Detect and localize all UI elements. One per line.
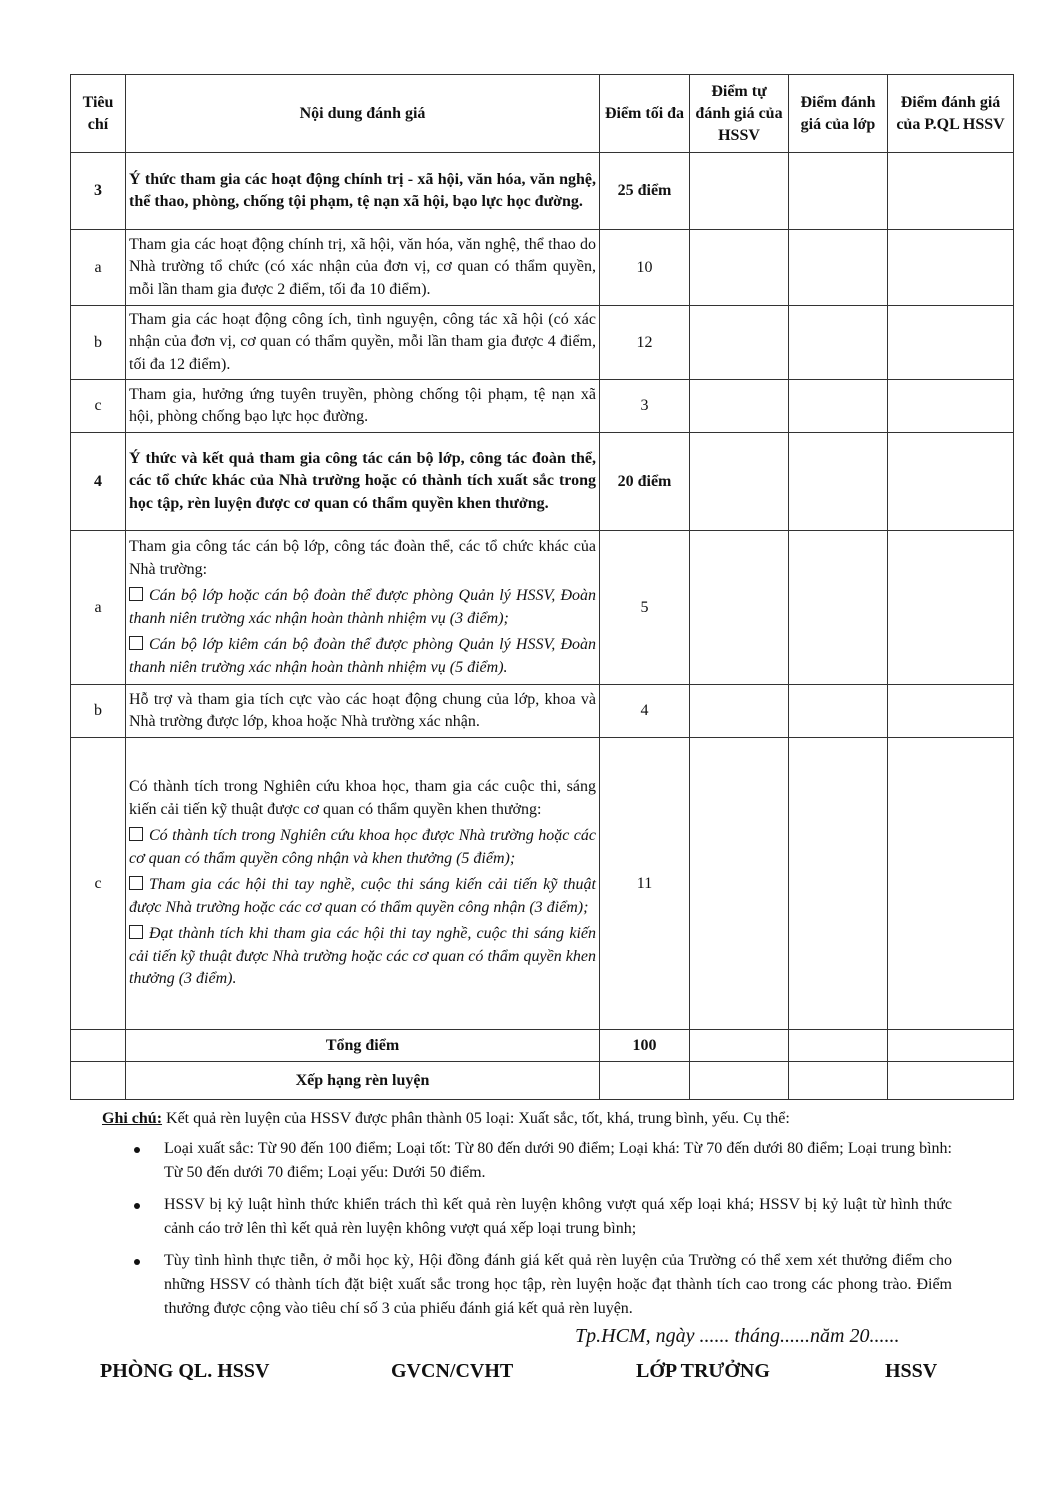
- table-header-row: [71, 75, 1014, 153]
- option-item: [129, 825, 596, 870]
- criterion-id: b: [71, 306, 126, 380]
- max-score: 25 điểm: [600, 153, 690, 230]
- self-score-cell[interactable]: [690, 433, 789, 531]
- evaluation-form: [70, 74, 1013, 1100]
- note-item: [164, 1249, 952, 1321]
- table-row: [71, 380, 1014, 433]
- signature-block: [0, 1360, 1050, 1390]
- option-text: Cán bộ lớp kiêm cán bộ đoàn thể được phòng Quản lý HSSV, Đoàn thanh niên trường xác nhận hoàn thành nhiệm vụ (5 điểm).: [129, 636, 596, 676]
- option-text: Tham gia các hội thi tay nghề, cuộc thi sáng kiến cải tiến kỹ thuật được Nhà trường hoặc các cơ quan có thẩm quyền công nhận (3 điểm);: [129, 876, 596, 916]
- criterion-text: Tham gia công tác cán bộ lớp, công tác đoàn thể, các tổ chức khác của Nhà trường:: [129, 538, 596, 578]
- table-row: [71, 433, 1014, 531]
- ranking-row: [71, 1062, 1014, 1100]
- signature-student: HSSV: [885, 1360, 938, 1382]
- class-score-cell[interactable]: [789, 306, 888, 380]
- note-item: [164, 1193, 952, 1241]
- self-ranking-cell[interactable]: [690, 1062, 789, 1100]
- class-score-cell[interactable]: [789, 380, 888, 433]
- class-score-cell[interactable]: [789, 433, 888, 531]
- blank-cell: [600, 1062, 690, 1100]
- header-content: Nội dung đánh giá: [126, 75, 600, 153]
- bullet-icon: [134, 1147, 140, 1153]
- office-score-cell[interactable]: [888, 738, 1014, 1030]
- ranking-label: Xếp hạng rèn luyện: [126, 1062, 600, 1100]
- max-score: 10: [600, 230, 690, 306]
- date-line: Tp.HCM, ngày ...... tháng......năm 20......: [575, 1325, 900, 1347]
- notes-list: [102, 1137, 952, 1321]
- option-text: Đạt thành tích khi tham gia các hội thi tay nghề, cuộc thi sáng kiến cải tiến kỹ thuật được Nhà trường hoặc các cơ quan có thẩm quyền khen thưởng (3 điểm).: [129, 925, 596, 988]
- office-score-cell[interactable]: [888, 380, 1014, 433]
- criterion-id: 3: [71, 153, 126, 230]
- checkbox-icon: [129, 587, 143, 601]
- table-row: [71, 685, 1014, 738]
- criterion-text: Hỗ trợ và tham gia tích cực vào các hoạt động chung của lớp, khoa và Nhà trường được lớp, khoa hoặc Nhà trường xác nhận.: [126, 685, 600, 738]
- max-score: 4: [600, 685, 690, 738]
- criterion-id: c: [71, 738, 126, 1030]
- option-text: Cán bộ lớp hoặc cán bộ đoàn thể được phòng Quản lý HSSV, Đoàn thanh niên trường xác nhận hoàn thành nhiệm vụ (3 điểm);: [129, 587, 596, 627]
- self-score-cell[interactable]: [690, 153, 789, 230]
- max-score: 20 điểm: [600, 433, 690, 531]
- max-score: 5: [600, 531, 690, 685]
- criterion-text: Có thành tích trong Nghiên cứu khoa học, tham gia các cuộc thi, sáng kiến cải tiến kỹ thuật được cơ quan có thẩm quyền khen thưởng:: [129, 778, 596, 818]
- criterion-id: a: [71, 531, 126, 685]
- note-text: HSSV bị kỷ luật hình thức khiển trách thì kết quả rèn luyện không vượt quá xếp loại khá; HSSV bị kỷ luật từ hình thức cảnh cáo trở lên thì kết quả rèn luyện không vượt quá xếp loại trung bình;: [164, 1196, 952, 1237]
- notes-intro: [102, 1107, 952, 1131]
- note-text: Loại xuất sắc: Từ 90 đến 100 điểm; Loại tốt: Từ 80 đến dưới 90 điểm; Loại khá: Từ 70 đến dưới 80 điểm; Loại trung bình: Từ 50 đến dưới 70 điểm; Loại yếu: Dưới 50 điểm.: [164, 1140, 952, 1181]
- table-row: [71, 738, 1014, 1030]
- criterion-text-block: [126, 738, 600, 1030]
- note-item: [164, 1137, 952, 1185]
- notes-intro-text: Kết quả rèn luyện của HSSV được phân thành 05 loại: Xuất sắc, tốt, khá, trung bình, yếu. Cụ thể:: [162, 1110, 790, 1127]
- self-score-cell[interactable]: [690, 230, 789, 306]
- criterion-id: 4: [71, 433, 126, 531]
- office-score-cell[interactable]: [888, 306, 1014, 380]
- table-row: [71, 531, 1014, 685]
- checkbox-icon: [129, 925, 143, 939]
- checkbox-icon: [129, 876, 143, 890]
- office-score-cell[interactable]: [888, 685, 1014, 738]
- max-score: 12: [600, 306, 690, 380]
- self-score-cell[interactable]: [690, 306, 789, 380]
- criterion-id: b: [71, 685, 126, 738]
- option-item: [129, 874, 596, 919]
- total-row: [71, 1030, 1014, 1062]
- notes-title: Ghi chú:: [102, 1110, 163, 1127]
- office-score-cell[interactable]: [888, 153, 1014, 230]
- self-total-cell[interactable]: [690, 1030, 789, 1062]
- signature-teacher: GVCN/CVHT: [391, 1360, 514, 1382]
- office-score-cell[interactable]: [888, 230, 1014, 306]
- criterion-text: Tham gia các hoạt động công ích, tình nguyện, công tác xã hội (có xác nhận của đơn vị, cơ quan có thẩm quyền, mỗi lần tham gia được 4 điểm, tối đa 12 điểm).: [126, 306, 600, 380]
- criterion-text-block: [126, 531, 600, 685]
- class-score-cell[interactable]: [789, 738, 888, 1030]
- class-score-cell[interactable]: [789, 685, 888, 738]
- header-self-score: Điểm tự đánh giá của HSSV: [690, 75, 789, 153]
- office-score-cell[interactable]: [888, 433, 1014, 531]
- option-text: Có thành tích trong Nghiên cứu khoa học được Nhà trường hoặc các cơ quan có thẩm quyền công nhận và khen thưởng (5 điểm);: [129, 827, 596, 867]
- criterion-text: Tham gia các hoạt động chính trị, xã hội, văn hóa, văn nghệ, thể thao do Nhà trường tổ chức (có xác nhận của đơn vị, cơ quan có thẩm quyền, mỗi lần tham gia được 2 điểm, tối đa 10 điểm).: [126, 230, 600, 306]
- note-text: Tùy tình hình thực tiễn, ở mỗi học kỳ, Hội đồng đánh giá kết quả rèn luyện của Trường có thể xem xét thưởng điểm cho những HSSV có thành tích đặt biệt xuất sắc trong học tập, rèn luyện hoặc đạt thành tích cao trong các phong trào. Điểm thưởng được cộng vào tiêu chí số 3 của phiếu đánh giá kết quả rèn luyện.: [164, 1252, 952, 1317]
- checkbox-icon: [129, 636, 143, 650]
- criterion-text: Ý thức và kết quả tham gia công tác cán bộ lớp, công tác đoàn thể, các tổ chức khác của Nhà trường hoặc có thành tích xuất sắc trong học tập, rèn luyện được cơ quan có thẩm quyền khen thưởng.: [126, 433, 600, 531]
- option-item: [129, 923, 596, 991]
- header-criterion: Tiêu chí: [71, 75, 126, 153]
- max-score: 11: [600, 738, 690, 1030]
- total-max-score: 100: [600, 1030, 690, 1062]
- self-score-cell[interactable]: [690, 685, 789, 738]
- self-score-cell[interactable]: [690, 531, 789, 685]
- class-score-cell[interactable]: [789, 230, 888, 306]
- office-total-cell[interactable]: [888, 1030, 1014, 1062]
- criterion-text: Tham gia, hưởng ứng tuyên truyền, phòng chống tội phạm, tệ nạn xã hội, phòng chống bạo lực học đường.: [126, 380, 600, 433]
- class-score-cell[interactable]: [789, 531, 888, 685]
- option-item: [129, 634, 596, 679]
- blank-cell: [71, 1062, 126, 1100]
- signature-office: PHÒNG QL. HSSV: [100, 1360, 270, 1382]
- table-row: [71, 230, 1014, 306]
- table-row: [71, 306, 1014, 380]
- office-ranking-cell[interactable]: [888, 1062, 1014, 1100]
- option-item: [129, 585, 596, 630]
- bullet-icon: [134, 1203, 140, 1209]
- office-score-cell[interactable]: [888, 531, 1014, 685]
- header-max-score: Điểm tối đa: [600, 75, 690, 153]
- criterion-text: Ý thức tham gia các hoạt động chính trị - xã hội, văn hóa, văn nghệ, thể thao, phòng, chống tội phạm, tệ nạn xã hội, bạo lực học đường.: [126, 153, 600, 230]
- bullet-icon: [134, 1259, 140, 1265]
- criterion-id: a: [71, 230, 126, 306]
- table-row: [71, 153, 1014, 230]
- header-office-score: Điểm đánh giá của P.QL HSSV: [888, 75, 1014, 153]
- class-total-cell[interactable]: [789, 1030, 888, 1062]
- criterion-id: c: [71, 380, 126, 433]
- class-ranking-cell[interactable]: [789, 1062, 888, 1100]
- class-score-cell[interactable]: [789, 153, 888, 230]
- header-class-score: Điểm đánh giá của lớp: [789, 75, 888, 153]
- max-score: 3: [600, 380, 690, 433]
- self-score-cell[interactable]: [690, 380, 789, 433]
- notes-section: [102, 1107, 952, 1329]
- evaluation-table: [70, 74, 1014, 1100]
- total-label: Tổng điểm: [126, 1030, 600, 1062]
- signature-monitor: LỚP TRƯỞNG: [636, 1360, 770, 1382]
- self-score-cell[interactable]: [690, 738, 789, 1030]
- blank-cell: [71, 1030, 126, 1062]
- checkbox-icon: [129, 827, 143, 841]
